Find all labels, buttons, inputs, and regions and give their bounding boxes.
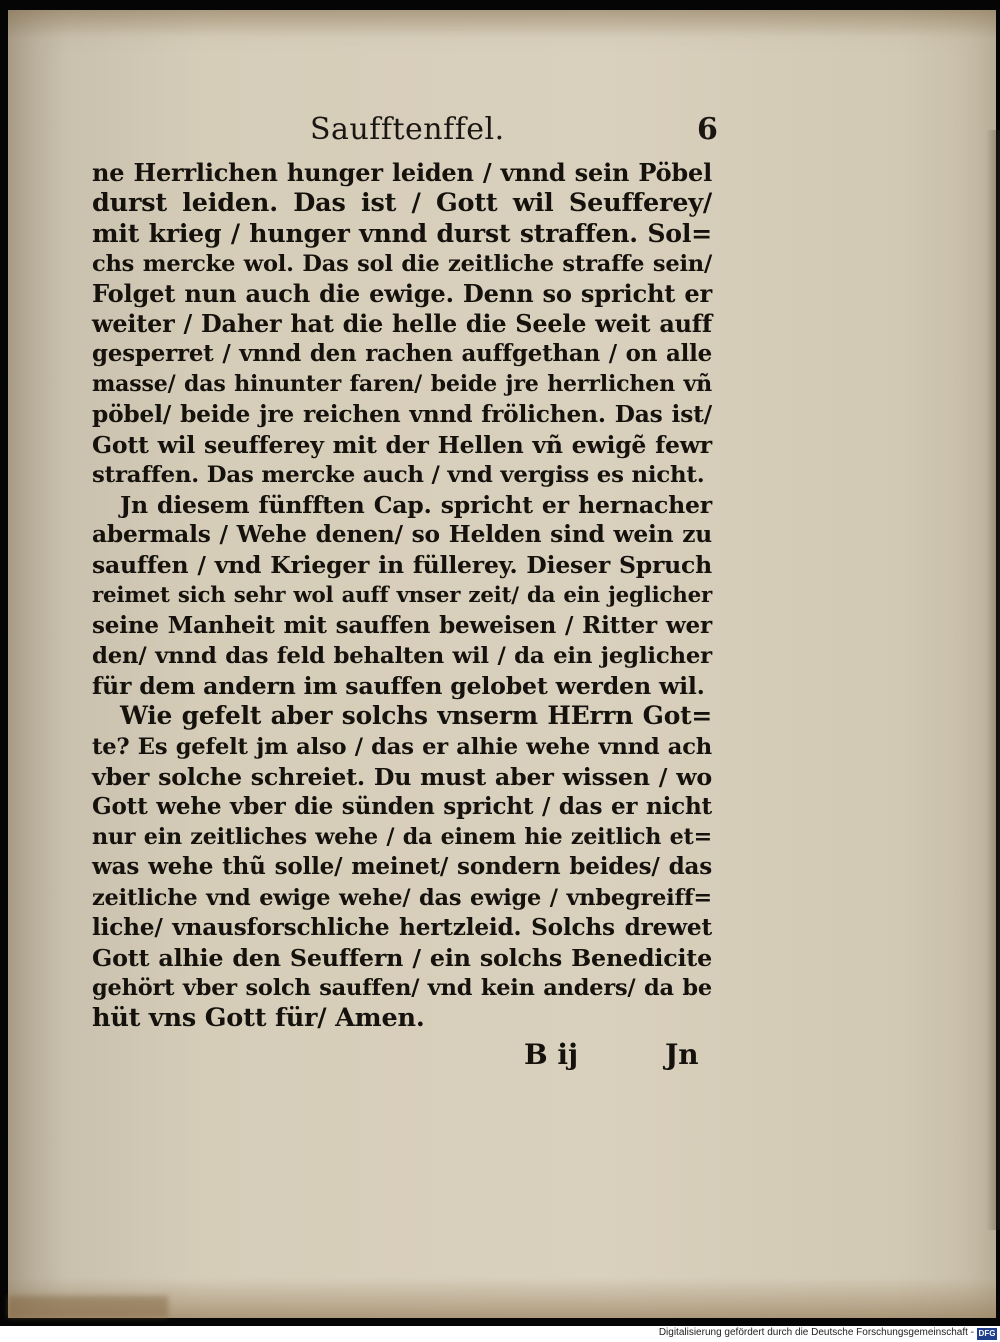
text-line: straffen. Das mercke auch / vnd vergiss es nicht.	[92, 461, 705, 488]
text-line: sauffen / vnd Krieger in füllerey. Dieser Spruch	[92, 551, 712, 580]
text-line: den/ vnnd das feld behalten wil / da ein jeglicher	[92, 643, 712, 669]
text-line: Folget nun auch die ewige. Denn so spricht er	[92, 278, 712, 308]
text-line: hüt vns Gott für/ Amen.	[92, 1003, 425, 1034]
text-line: gehört vber solch sauffen/ vnd kein anders/ da be	[92, 975, 712, 1002]
text-line: was wehe thũ solle/ meinet/ sondern beides/ das	[92, 853, 712, 881]
funding-credit: Digitalisierung gefördert durch die Deutsche Forschungsgemeinschaft -	[658, 1327, 974, 1338]
text-line: liche/ vnausforschliche hertzleid. Solchs drewet	[92, 913, 712, 941]
text-line: durst leiden. Das ist / Gott wil Seufferey/	[92, 188, 712, 219]
text-line: vber solche schreiet. Du must aber wissen / wo	[92, 762, 712, 791]
text-line: ne Herrlichen hunger leiden / vnnd sein Pöbel	[92, 158, 712, 187]
text-line: masse/ das hinunter faren/ beide jre herrlichen vñ	[92, 371, 712, 398]
text-line: gesperret / vnnd den rachen auffgethan / on alle	[92, 340, 712, 368]
text-line: Gott alhie den Seuffern / ein solchs Benedicite	[92, 943, 712, 972]
text-line: te? Es gefelt jm also / das er alhie wehe vnnd ach	[92, 733, 712, 760]
page-number: 6	[697, 112, 719, 147]
text-line: nur ein zeitliches wehe / da einem hie zeitlich et=	[92, 824, 712, 851]
dfg-logo-icon: DFG	[978, 1329, 996, 1338]
text-line: zeitliche vnd ewige wehe/ das ewige / vnbegreiff=	[92, 884, 712, 911]
text-line: für dem andern im sauffen gelobet werden wil.	[92, 672, 705, 701]
body-text	[92, 158, 712, 1033]
catchword: Jn	[665, 1038, 699, 1071]
text-line: mit krieg / hunger vnnd durst straffen. Sol=	[92, 218, 712, 249]
text-line: reimet sich sehr wol auff vnser zeit/ da ein jeglicher	[92, 582, 712, 608]
text-line: Gott wehe vber die sünden spricht / das er nicht	[92, 792, 712, 820]
text-line: chs mercke wol. Das sol die zeitliche straffe sein/	[92, 250, 712, 277]
text-line: abermals / Wehe denen/ so Helden sind wein zu	[92, 521, 712, 549]
page-edge-shadow	[986, 130, 1000, 1230]
text-line: Jn diesem fünfften Cap. spricht er hernacher	[120, 491, 712, 520]
text-line: seine Manheit mit sauffen beweisen / Ritter wer	[92, 611, 712, 639]
catchline	[92, 1038, 712, 1078]
paper-stain	[8, 1296, 168, 1318]
text-line: weiter / Daher hat die helle die Seele weit auff	[92, 309, 712, 338]
text-line: Wie gefelt aber solchs vnserm HErrn Got=	[120, 701, 712, 731]
footer-bar	[0, 1326, 1000, 1342]
text-line: pöbel/ beide jre reichen vnnd frölichen. Das ist/	[92, 400, 712, 428]
signature-mark: B ij	[524, 1038, 579, 1071]
text-line: Gott wil seufferey mit der Hellen vñ ewigẽ fewr	[92, 430, 712, 459]
running-head-title: Saufftenffel.	[310, 112, 505, 147]
